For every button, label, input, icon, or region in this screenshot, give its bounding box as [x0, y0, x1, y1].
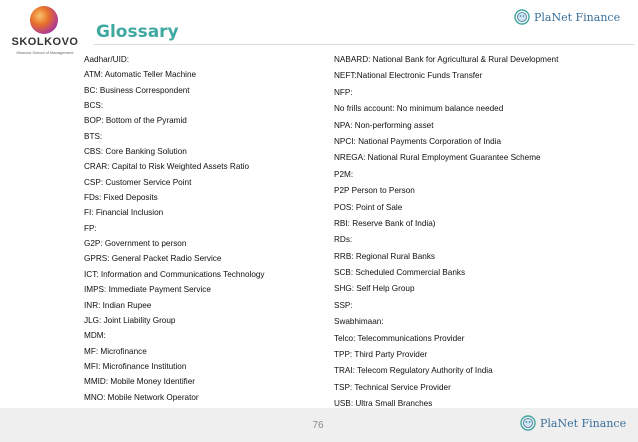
glossary-entry: FI: Financial Inclusion [84, 208, 164, 218]
glossary-entry: FDs: Fixed Deposits [84, 193, 158, 203]
glossary-entry: SHG: Self Help Group [334, 284, 415, 294]
glossary-entry: NPA: Non-performing asset [334, 120, 434, 130]
glossary-entry: NREGA: National Rural Employment Guarantee Scheme [334, 153, 541, 163]
glossary-entry: MNO: Mobile Network Operator [84, 392, 199, 402]
glossary-entry: P2P Person to Person [334, 186, 415, 196]
glossary-entry: SCB: Scheduled Commercial Banks [334, 268, 466, 278]
glossary-entry: IMPS: Immediate Payment Service [84, 285, 211, 295]
glossary-entry: POS: Point of Sale [334, 202, 403, 212]
page-title: Glossary [96, 22, 179, 42]
page-number: 76 [312, 420, 324, 431]
glossary-entry: TPP: Third Party Provider [334, 350, 428, 360]
glossary-entry: GPRS: General Packet Radio Service [84, 254, 222, 264]
glossary-entry: CBS: Core Banking Solution [84, 147, 187, 157]
glossary-right-column [334, 52, 634, 429]
glossary-entry: BOP: Bottom of the Pyramid [84, 116, 187, 126]
glossary-entry: Swabhimaan: [334, 317, 384, 327]
glossary-entry: MDM: [84, 331, 106, 341]
glossary-entry: JLG: Joint Liability Group [84, 315, 176, 325]
glossary-entry: BTS: [84, 131, 103, 141]
glossary-entry: MMID: Mobile Money Identifier [84, 377, 196, 387]
skolkovo-logo [6, 6, 84, 68]
glossary-entry: No frills account: No minimum balance needed [334, 104, 504, 114]
glossary-entry: INR: Indian Rupee [84, 300, 152, 310]
glossary-entry: Aadhar/UID: [84, 55, 130, 64]
glossary-entry: CRAR: Capital to Risk Weighted Assets Ratio [84, 162, 250, 172]
skolkovo-logo-text: SKOLKOVO [11, 36, 79, 48]
planet-finance-footer-text: PlaNet Finance [540, 416, 627, 430]
planet-finance-logo-top [514, 8, 620, 26]
planet-finance-logo-bottom [520, 414, 626, 432]
glossary-entry: CSP: Customer Service Point [84, 177, 192, 187]
glossary-entry: NFP: [334, 87, 353, 97]
glossary-entry: FP: [84, 223, 97, 233]
glossary-entry: RBI: Reserve Bank of India) [334, 218, 436, 228]
planet-face-icon [514, 9, 530, 25]
glossary-entry: Telco: Telecommunications Provider [334, 333, 465, 343]
glossary-entry: NPCI: National Payments Corporation of India [334, 136, 502, 146]
glossary-entry: NEFT:National Electronic Funds Transfer [334, 71, 483, 81]
glossary-entry: ICT: Information and Communications Technology [84, 269, 265, 279]
glossary-entry: SSP: [334, 300, 353, 310]
glossary-entry: BCS: [84, 101, 104, 111]
glossary-left-column [84, 52, 324, 405]
glossary-entry: TRAI: Telecom Regulatory Authority of India [334, 366, 493, 376]
glossary-entry: RRB: Regional Rural Banks [334, 251, 436, 261]
glossary-entry: ATM: Automatic Teller Machine [84, 70, 197, 80]
title-divider [94, 44, 634, 45]
glossary-entry: G2P: Government to person [84, 239, 187, 249]
skolkovo-tagline: Moscow School of Management [16, 50, 74, 55]
planet-finance-logo-text: PlaNet Finance [534, 10, 621, 24]
glossary-entry: P2M: [334, 169, 354, 179]
glossary-entry: MFI: Microfinance Institution [84, 361, 187, 371]
glossary-entry: TSP: Technical Service Provider [334, 382, 451, 392]
glossary-entry: USB: Ultra Small Branches [334, 399, 433, 409]
glossary-entry: NABARD: National Bank for Agricultural & Rural Development [334, 55, 559, 64]
planet-face-icon [520, 415, 536, 431]
glossary-entry: MF: Microfinance [84, 346, 147, 356]
globe-icon [30, 6, 58, 34]
glossary-entry: BC: Business Correspondent [84, 85, 190, 95]
glossary-entry: RDs: [334, 235, 353, 245]
